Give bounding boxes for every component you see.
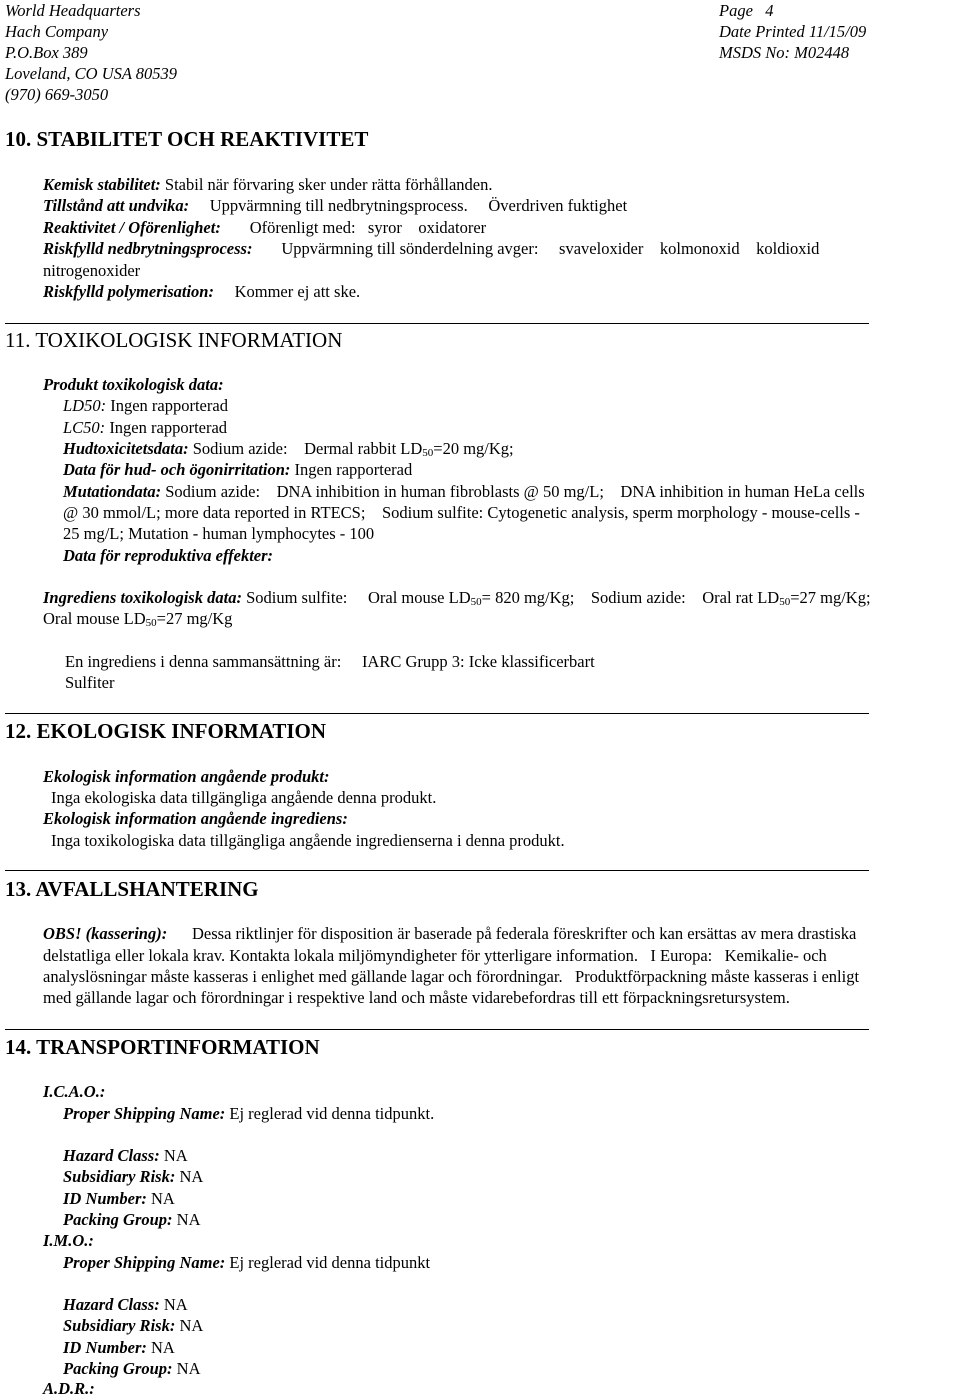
imo-subsidiary-value: NA [179,1316,204,1335]
ingredient-tox-label: Ingrediens toxikologisk data: [43,588,242,607]
header-line-1: World Headquarters [5,1,141,20]
icao-packing-value: NA [176,1210,201,1229]
date-printed: Date Printed 11/15/09 [719,22,867,41]
avoid-value: Uppvärmning till nedbrytningsprocess. [209,196,468,215]
reproductive-label: Data för reproduktiva effekter: [63,546,274,565]
icao-packing-label: Packing Group: [63,1210,173,1229]
mutation-value-2: DNA inhibition in human fibroblasts @ 50 mg/L; [276,482,604,501]
skin-tox-row [63,438,514,459]
disposal-line-1-text: Dessa riktlinjer för disposition är baserade på federala föreskrifter och kan ersättas av mera drastiska [191,924,857,943]
lc50-value: Ingen rapporterad [109,418,228,437]
ingredient-tox-line-2 [43,608,232,629]
decomposition-value: Uppvärmning till sönderdelning avger: [281,239,539,258]
section-11-title: 11. TOXIKOLOGISK INFORMATION [5,328,343,352]
icao-subsidiary-value: NA [179,1167,204,1186]
eco-ingredient-value: Inga toxikologiska data tillgängliga angående ingredienserna i denna produkt. [51,831,565,850]
adr-label: A.D.R.: [43,1379,95,1398]
section-12-title: 12. EKOLOGISK INFORMATION [5,719,327,743]
ingredient-tox-v3: = 820 mg/Kg; [481,588,575,607]
irritation-label: Data för hud- och ögonirritation: [63,460,291,479]
imo-subsidiary-label: Subsidiary Risk: [63,1316,176,1335]
imo-hazard-value: NA [163,1295,188,1314]
eco-ingredient-label: Ekologisk information angående ingrediens: [43,809,348,828]
imo-packing-value: NA [176,1359,201,1378]
lc50-label: LC50: [63,418,106,437]
page-number: 4 [765,1,774,20]
header-page-info [719,0,866,63]
icao-hazard-row [63,1145,188,1166]
skin-tox-value-2: Dermal rabbit LD [304,439,423,458]
mutation-line-2b: Sodium sulfite: Cytogenetic analysis, sperm morphology - mouse-cells - [381,503,860,522]
mutation-row [63,481,865,502]
imo-id-label: ID Number: [63,1338,147,1357]
section-14-title: 14. TRANSPORTINFORMATION [5,1035,320,1059]
reactivity-value: Oförenligt med: [249,218,356,237]
ingredient-tox-v6: =27 mg/Kg; [790,588,871,607]
mutation-line-2 [63,502,860,523]
iarc-item: Sulfiter [65,673,115,692]
icao-id-value: NA [151,1189,175,1208]
divider [5,323,869,324]
header-line-4: Loveland, CO USA 80539 [5,64,178,83]
reactivity-value-2: syror [367,218,402,237]
header-company-address [5,0,177,105]
ingredient-tox-sub-2: 50 [779,596,791,608]
ld50-label: LD50: [63,396,107,415]
polymerisation-row [43,281,360,302]
imo-id-row [63,1337,175,1358]
msds-number: MSDS No: M02448 [719,43,850,62]
imo-subsidiary-row [63,1315,203,1336]
decomposition-row [43,238,819,259]
eco-product-value: Inga ekologiska data tillgängliga angående denna produkt. [51,788,437,807]
ld50-row [63,395,228,416]
iarc-label: En ingrediens i denna sammansättning är: [65,652,342,671]
divider [5,870,869,871]
icao-hazard-label: Hazard Class: [63,1146,160,1165]
eco-product-label: Ekologisk information angående produkt: [43,767,330,786]
reactivity-value-3: oxidatorer [418,218,487,237]
section-10-title: 10. STABILITET OCH REAKTIVITET [5,127,369,151]
disposal-line-1 [43,923,856,944]
icao-label: I.C.A.O.: [43,1082,106,1101]
skin-tox-subscript: 50 [422,447,434,459]
mutation-label: Mutationdata: [63,482,162,501]
irritation-row [63,459,412,480]
ingredient-tox-sub-1: 50 [470,596,482,608]
disposal-line-2: delstatliga eller lokala krav. Kontakta lokala miljömyndigheter för ytterligare information. I Europa: Kemikalie- och [43,946,827,965]
divider [5,1029,869,1030]
ingredient-tox-v1: Sodium sulfite: [246,588,348,607]
imo-psn-value: Ej reglerad vid denna tidpunkt [229,1253,431,1272]
stability-row [43,174,493,195]
decomposition-label: Riskfylld nedbrytningsprocess: [43,239,253,258]
icao-psn-row [63,1103,434,1124]
ingredient-tox-line-2a: Oral mouse LD [43,609,146,628]
icao-subsidiary-label: Subsidiary Risk: [63,1167,176,1186]
skin-tox-label: Hudtoxicitetsdata: [63,439,189,458]
disposal-line-3: analyslösningar måste kasseras i enlighet med gällande lagar och förordningar. Produktförpackning måste kasseras i enligt [43,967,860,986]
icao-id-row [63,1188,175,1209]
stability-value: Stabil när förvaring sker under rätta förhållanden. [164,175,493,194]
ingredient-tox-v4: Sodium azide: [590,588,686,607]
icao-id-label: ID Number: [63,1189,147,1208]
iarc-row [65,651,595,672]
avoid-value-2: Överdriven fuktighet [488,196,628,215]
decomposition-value-3: kolmonoxid [659,239,740,258]
icao-psn-value: Ej reglerad vid denna tidpunkt. [229,1104,435,1123]
decomposition-value-4: koldioxid [756,239,820,258]
ld50-value: Ingen rapporterad [110,396,228,415]
imo-hazard-row [63,1294,188,1315]
imo-id-value: NA [151,1338,175,1357]
lc50-row [63,417,227,438]
disposal-line-4: med gällande lagar och förordningar i respektive land och måste vidarebefordras till ett förpackningsretursystem. [43,988,790,1007]
polymerisation-value: Kommer ej att ske. [234,282,361,301]
iarc-value: IARC Grupp 3: Icke klassificerbart [361,652,595,671]
page-label: Page [719,1,753,20]
imo-psn-row [63,1252,430,1273]
decomposition-value-5: nitrogenoxider [43,261,141,280]
mutation-line-3: 25 mg/L; Mutation - human lymphocytes - 100 [63,524,375,543]
icao-hazard-value: NA [163,1146,188,1165]
header-line-3: P.O.Box 389 [5,43,88,62]
reactivity-row [43,217,486,238]
imo-psn-label: Proper Shipping Name: [63,1253,226,1272]
divider [5,713,869,714]
polymerisation-label: Riskfylld polymerisation: [43,282,214,301]
disposal-label: OBS! (kassering): [43,924,168,943]
imo-packing-row [63,1358,201,1379]
header-line-5: (970) 669-3050 [5,85,109,104]
imo-hazard-label: Hazard Class: [63,1295,160,1314]
ingredient-tox-v5: Oral rat LD [702,588,780,607]
skin-tox-value-3: =20 mg/Kg; [433,439,514,458]
ingredient-tox-row [43,587,871,608]
mutation-value-1: Sodium azide: [165,482,261,501]
decomposition-value-2: svaveloxider [559,239,644,258]
ingredient-tox-sub-3: 50 [145,617,157,629]
section-13-title: 13. AVFALLSHANTERING [5,877,259,901]
imo-label: I.M.O.: [43,1231,94,1250]
skin-tox-value-1: Sodium azide: [192,439,288,458]
mutation-line-2a: @ 30 mmol/L; more data reported in RTECS; [63,503,366,522]
imo-packing-label: Packing Group: [63,1359,173,1378]
product-tox-label: Produkt toxikologisk data: [43,375,224,394]
header-line-2: Hach Company [5,22,109,41]
irritation-value: Ingen rapporterad [294,460,413,479]
icao-subsidiary-row [63,1166,203,1187]
mutation-value-3: DNA inhibition in human HeLa cells [620,482,865,501]
icao-packing-row [63,1209,201,1230]
stability-label: Kemisk stabilitet: [43,175,161,194]
reactivity-label: Reaktivitet / Oförenlighet: [43,218,221,237]
ingredient-tox-line-2b: =27 mg/Kg [156,609,233,628]
ingredient-tox-v2: Oral mouse LD [367,588,471,607]
avoid-row [43,195,627,216]
avoid-label: Tillstånd att undvika: [43,196,190,215]
icao-psn-label: Proper Shipping Name: [63,1104,226,1123]
